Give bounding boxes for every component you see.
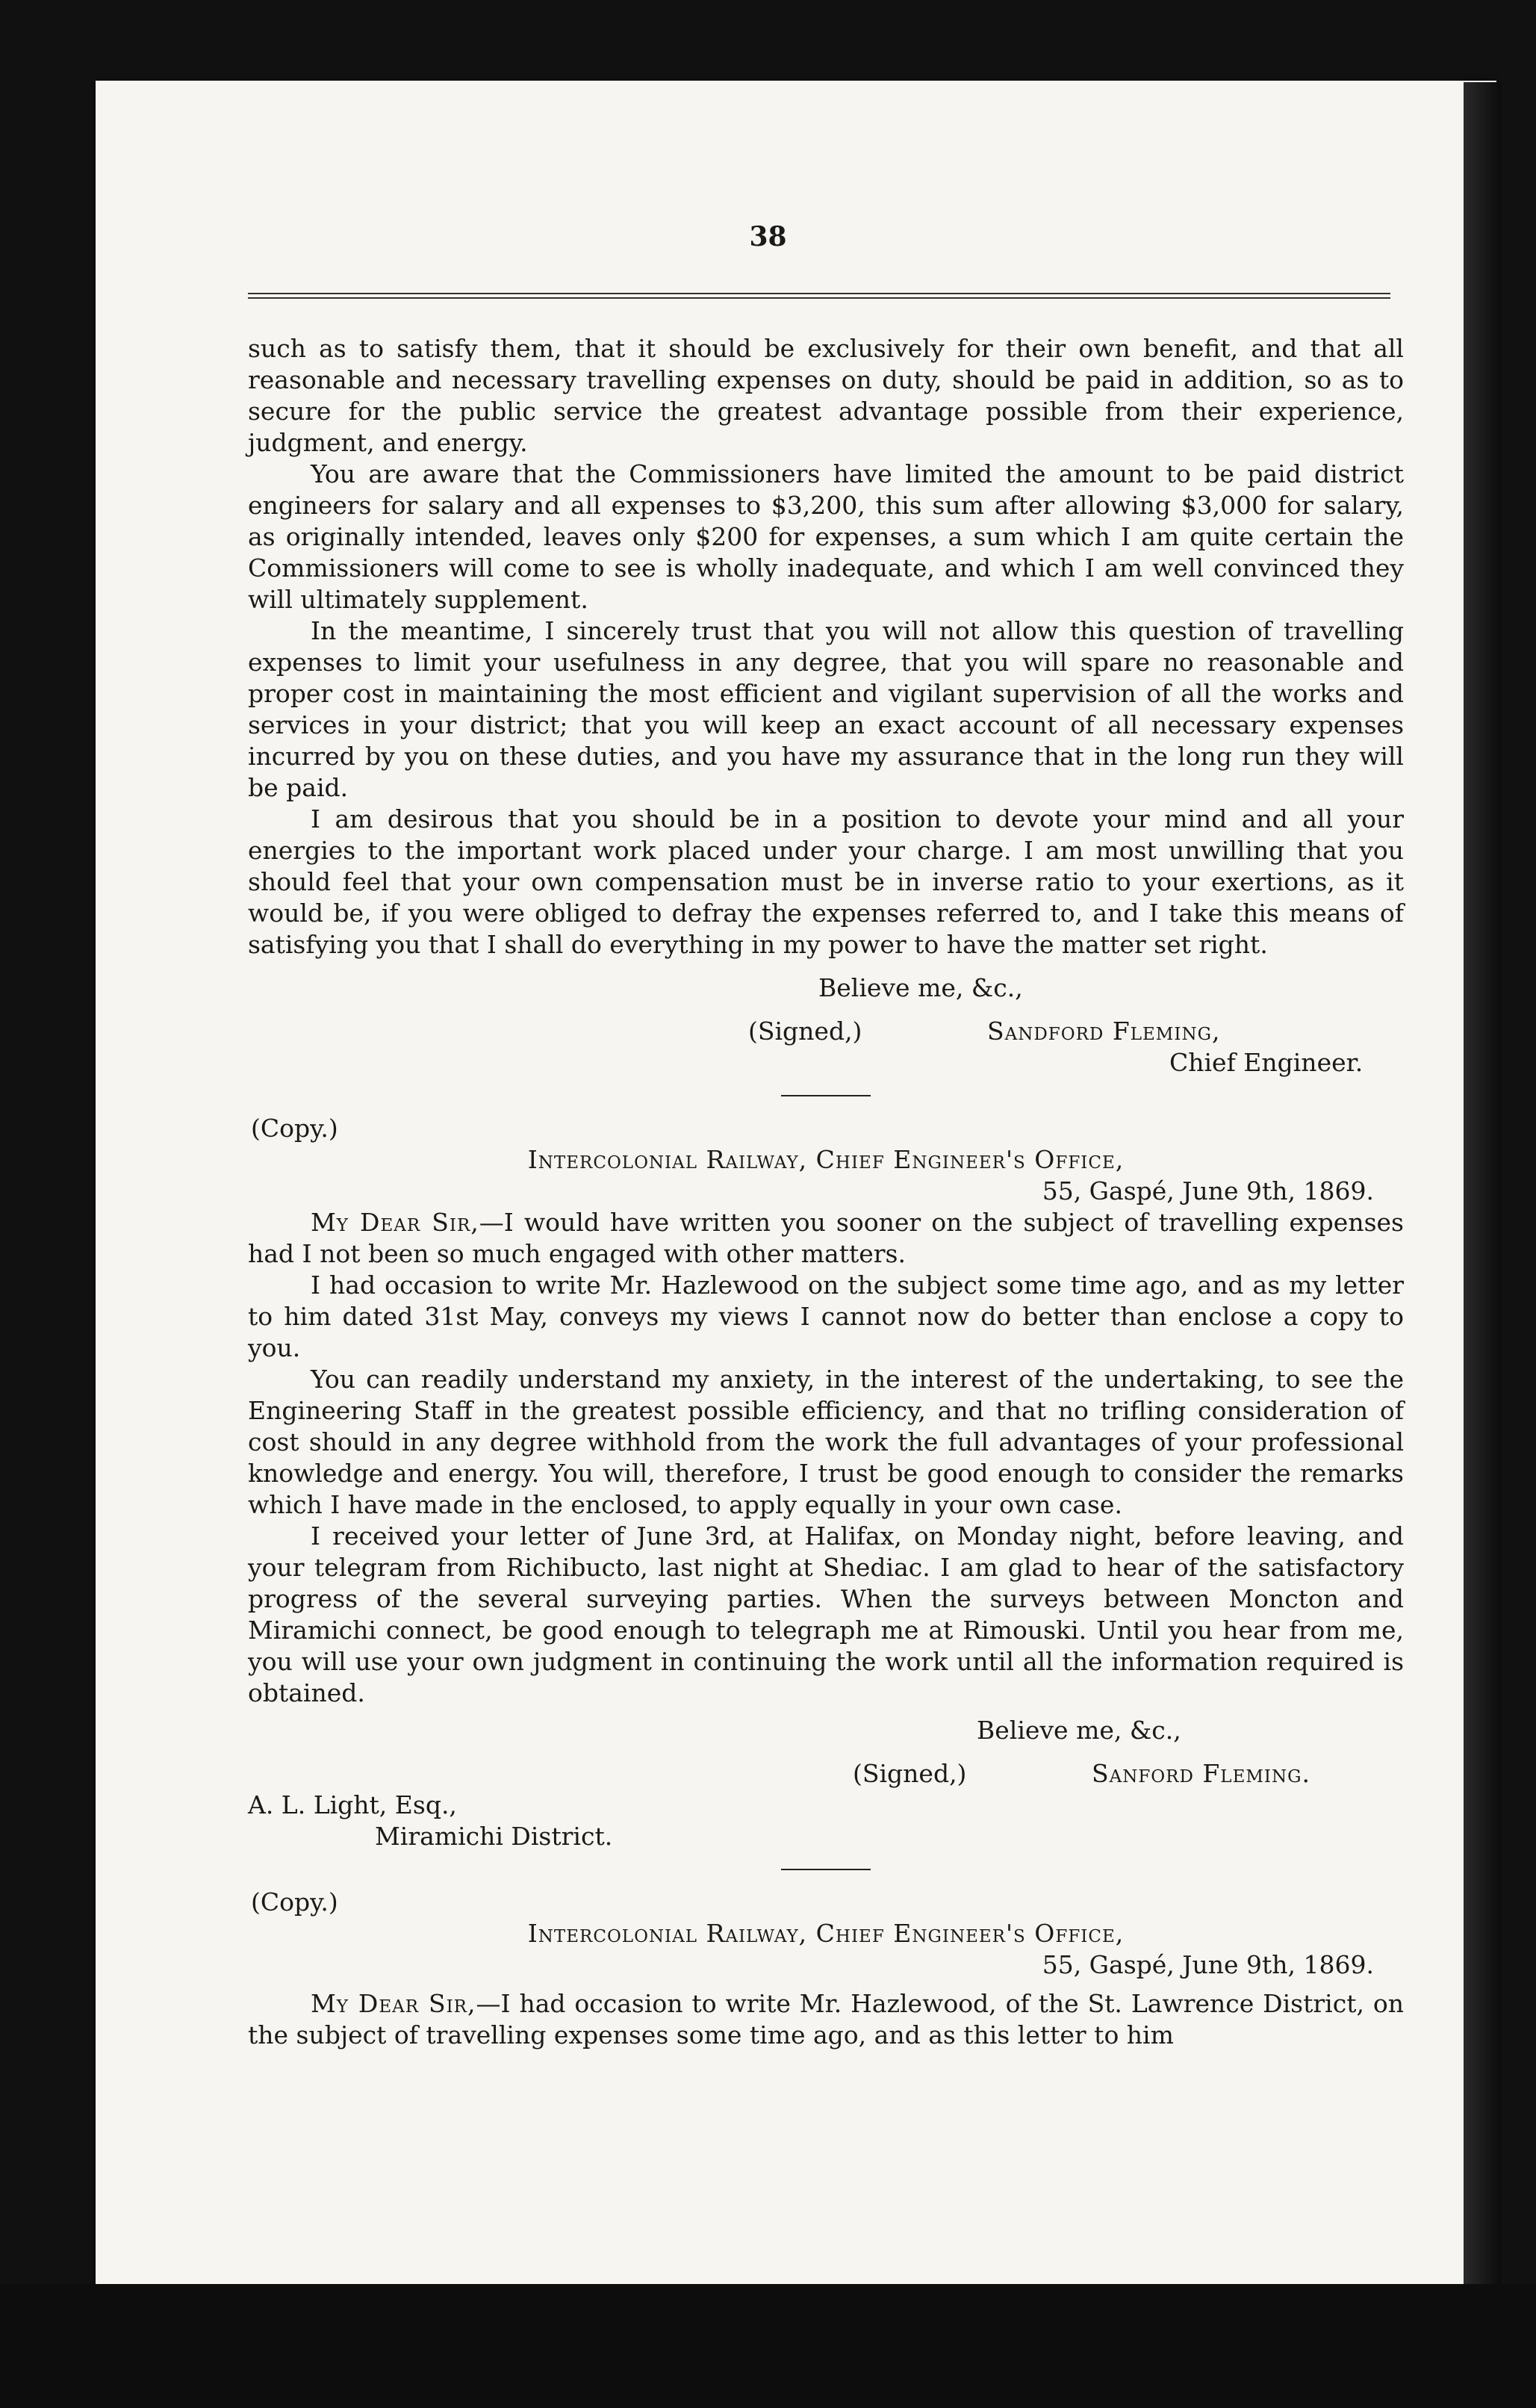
letter-2-paragraph-3: You can readily understand my anxiety, in the interest of the undertaking, to see the Engineering Staff in the greatest possible efficiency, and that no trifling consideration of cost should in any degree withhold from the work the full advantages of your professional knowledge and energy. You will, therefore, I trust be good enough to consider the remarks which I have made in the enclosed, to apply equally in your own case. — [248, 1365, 1404, 1519]
letter-2-addressee-name: A. L. Light, Esq., — [248, 1790, 457, 1819]
letter-3-heading: Intercolonial Railway, Chief Engineer's Office, — [527, 1919, 1125, 1948]
header-rule — [248, 293, 1390, 299]
scan-bottom-border — [0, 2284, 1536, 2408]
letter-3-salutation: My Dear Sir, — [311, 1989, 476, 2018]
letter-divider-1 — [781, 1095, 871, 1096]
letter-3-copy-label: (Copy.) — [251, 1887, 338, 1917]
letter-1-paragraph-1: such as to satisfy them, that it should be exclusively for their own benefit, and that all reasonable and necessary travelling expenses on duty, should be paid in addition, so as to secure for the public service the greatest advantage possible from their experience, judgment, and energy. — [248, 334, 1404, 457]
letter-2-closing-line — [248, 1715, 1404, 1746]
letter-2-copy-label: (Copy.) — [251, 1114, 338, 1143]
letter-1-paragraph-4: I am desirous that you should be in a position to devote your mind and all your energies to the important work placed under your charge. I am most unwilling that you should feel that your own compensation must be in inverse ratio to your exertions, as it would be, if you were obliged to defray the expenses referred to, and I take this means of satisfying you that I shall do everything in my power to have the matter set right. — [248, 804, 1404, 959]
letter-2-signature-name: Sanford Fleming. — [1092, 1759, 1310, 1788]
letter-2-heading: Intercolonial Railway, Chief Engineer's Office, — [527, 1145, 1125, 1174]
letter-1-title-line — [248, 1047, 1404, 1079]
letter-3-dateline: 55, Gaspé, June 9th, 1869. — [1042, 1950, 1374, 1979]
letter-2-paragraph-1 — [248, 1207, 1404, 1270]
letter-1 — [248, 333, 1404, 2051]
letter-2-paragraph-4: I received your letter of June 3rd, at Halifax, on Monday night, before leaving, and your telegram from Richibucto, last night at Shediac. I am glad to hear of the satisfactory progress of the several surveying parties. When the surveys between Moncton and Miramichi connect, be good enough to telegraph me at Rimouski. Until you hear from me, you will use your own judgment in continuing the work until all the information required is obtained. — [248, 1521, 1404, 1707]
letter-1-signature-name: Sandford Fleming, — [987, 1017, 1221, 1046]
letter-1-signature-title: Chief Engineer. — [1169, 1048, 1364, 1077]
letter-1-closing-line — [248, 972, 1404, 1004]
letter-1-signature-line — [248, 1016, 1404, 1047]
letter-1-paragraph-3: In the meantime, I sincerely trust that you will not allow this question of travelling expenses to limit your usefulness in any degree, that you will spare no reasonable and proper cost in maintaining the most efficient and vigilant supervision of all the works and services in your district; that you will keep an exact account of all necessary expenses incurred by you on these duties, and you have my assurance that in the long run they will be paid. — [248, 616, 1404, 802]
letter-1-paragraph-2: You are aware that the Commissioners have limited the amount to be paid district engineers for salary and all expenses to $3,200, this sum after allowing $3,000 for salary, as originally intended, leaves only $200 for expenses, a sum which I am quite certain the Commissioners will come to see is wholly inadequate, and which I am well convinced they will ultimately supplement. — [248, 459, 1404, 614]
page-edge-shadow — [1464, 82, 1501, 2286]
letter-2-closing: Believe me, &c., — [977, 1716, 1181, 1745]
letter-2-dateline: 55, Gaspé, June 9th, 1869. — [1042, 1176, 1374, 1205]
letter-2-paragraph-1-text: —I would have written you sooner on the subject of travelling expenses had I not been so much engaged with other matters. — [248, 1208, 1404, 1268]
letter-2-paragraph-2: I had occasion to write Mr. Hazlewood on the subject some time ago, and as my letter to him dated 31st May, conveys my views I cannot now do better than enclose a copy to you. — [248, 1270, 1404, 1362]
letter-2-addressee-district: Miramichi District. — [375, 1822, 613, 1851]
letter-1-signed: (Signed,) — [748, 1017, 862, 1046]
letter-divider-2 — [781, 1869, 871, 1870]
letter-3-paragraph-1 — [248, 1988, 1404, 2051]
letter-1-closing: Believe me, &c., — [818, 973, 1023, 1002]
letter-2-salutation: My Dear Sir, — [311, 1208, 479, 1237]
letter-2-signature-line — [248, 1758, 1404, 1790]
letter-2-signed: (Signed,) — [853, 1759, 967, 1788]
letter-3-paragraph-1-text: —I had occasion to write Mr. Hazlewood, of the St. Lawrence District, on the subject of travelling expenses some time ago, and as this letter to him — [248, 1989, 1404, 2049]
page-number: 38 — [749, 221, 787, 252]
